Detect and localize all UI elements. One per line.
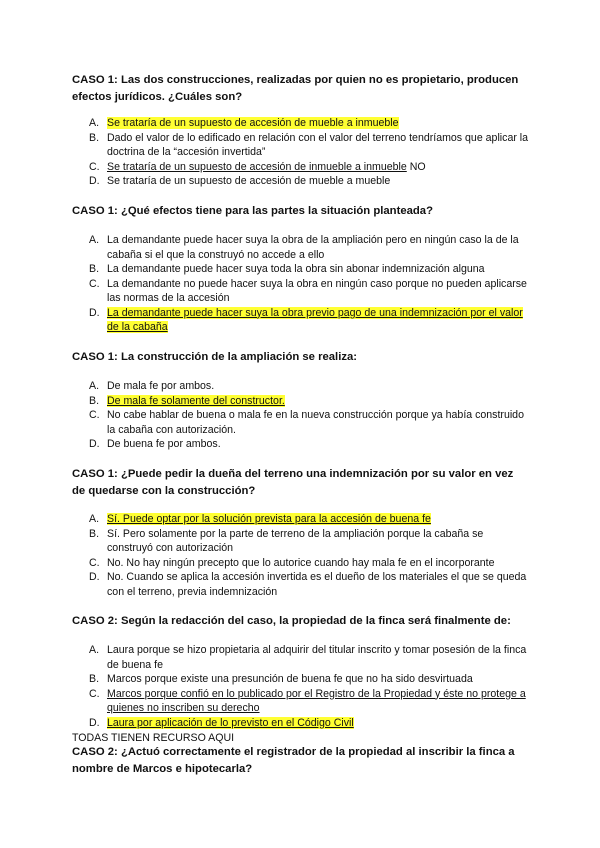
- option-1b: B. Dado el valor de lo edificado en relación con el valor del terreno tendríamos que aplicar la doctrina de la “accesión invertida”: [89, 131, 529, 158]
- option-5a: A. Laura porque se hizo propietaria al adquirir del titular inscrito y tomar posesión de la finca de buena fe: [89, 644, 527, 671]
- option-4a: A. Sí. Puede optar por la solución prevista para la accesión de buena fe: [89, 513, 431, 525]
- options-3: [89, 379, 529, 452]
- option-1a: A. Se trataría de un supuesto de accesión de mueble a inmueble: [89, 117, 399, 129]
- note-text: TODAS TIENEN RECURSO AQUI: [72, 732, 235, 744]
- option-3b: B. De mala fe solamente del constructor.: [89, 394, 285, 407]
- option-5d: D. Laura por aplicación de lo previsto en el Código Civil: [89, 716, 354, 729]
- question-2: CASO 1: ¿Qué efectos tiene para las partes la situación planteada?: [72, 205, 433, 217]
- option-5c: C. Marcos porque confió en lo publicado por el Registro de la Propiedad y éste no protege a quienes no inscriben su derecho: [89, 687, 526, 714]
- question-6: CASO 2: ¿Actuó correctamente el registrador de la propiedad al inscribir la finca a nombre de Marcos e hipotecarla?: [72, 746, 515, 775]
- options-4: [89, 512, 529, 599]
- question-5: CASO 2: Según la redacción del caso, la propiedad de la finca será finalmente de:: [72, 615, 511, 627]
- option-4d: D. No. Cuando se aplica la accesión invertida es el dueño de los materiales el que se queda con el terreno, previa indemnización: [89, 571, 527, 598]
- question-1: CASO 1: Las dos construcciones, realizadas por quien no es propietario, producen efectos jurídicos. ¿Cuáles son?: [72, 74, 519, 103]
- option-3d: D. De buena fe por ambos.: [89, 438, 221, 450]
- option-2b: B. La demandante puede hacer suya toda la obra sin abonar indemnización alguna: [89, 263, 485, 275]
- options-5: [89, 643, 529, 730]
- option-4b: B. Sí. Pero solamente por la parte de terreno de la ampliación porque la cabaña se construyó con autorización: [89, 527, 484, 554]
- option-2d: D. La demandante puede hacer suya la obra previo pago de una indemnización por el valor de la cabaña: [89, 306, 523, 333]
- option-2a: A. La demandante puede hacer suya la obra de la ampliación pero en ningún caso la de la cabaña si el que la construyó no accede a ello: [89, 234, 519, 261]
- question-3: CASO 1: La construcción de la ampliación se realiza:: [72, 351, 358, 363]
- options-2: [89, 233, 529, 335]
- question-4: CASO 1: ¿Puede pedir la dueña del terreno una indemnización por su valor en vez de quedarse con la construcción?: [72, 468, 514, 497]
- option-4c: C. No. No hay ningún precepto que lo autorice cuando hay mala fe en el incorporante: [89, 556, 495, 569]
- option-1c: C. Se trataría de un supuesto de accesión de inmueble a inmueble NO: [89, 160, 426, 173]
- options-1: [89, 116, 529, 189]
- option-3a: A. De mala fe por ambos.: [89, 380, 215, 392]
- option-1d: D. Se trataría de un supuesto de accesión de mueble a mueble: [89, 175, 391, 187]
- option-2c: C. La demandante no puede hacer suya la obra en ningún caso porque no pueden aplicarse las normas de la accesión: [89, 277, 527, 304]
- option-3c: C. No cabe hablar de buena o mala fe en la nueva construcción porque ya había construido la cabaña con autorización.: [89, 409, 524, 436]
- option-5b: B. Marcos porque existe una presunción de buena fe que no ha sido desvirtuada: [89, 673, 473, 685]
